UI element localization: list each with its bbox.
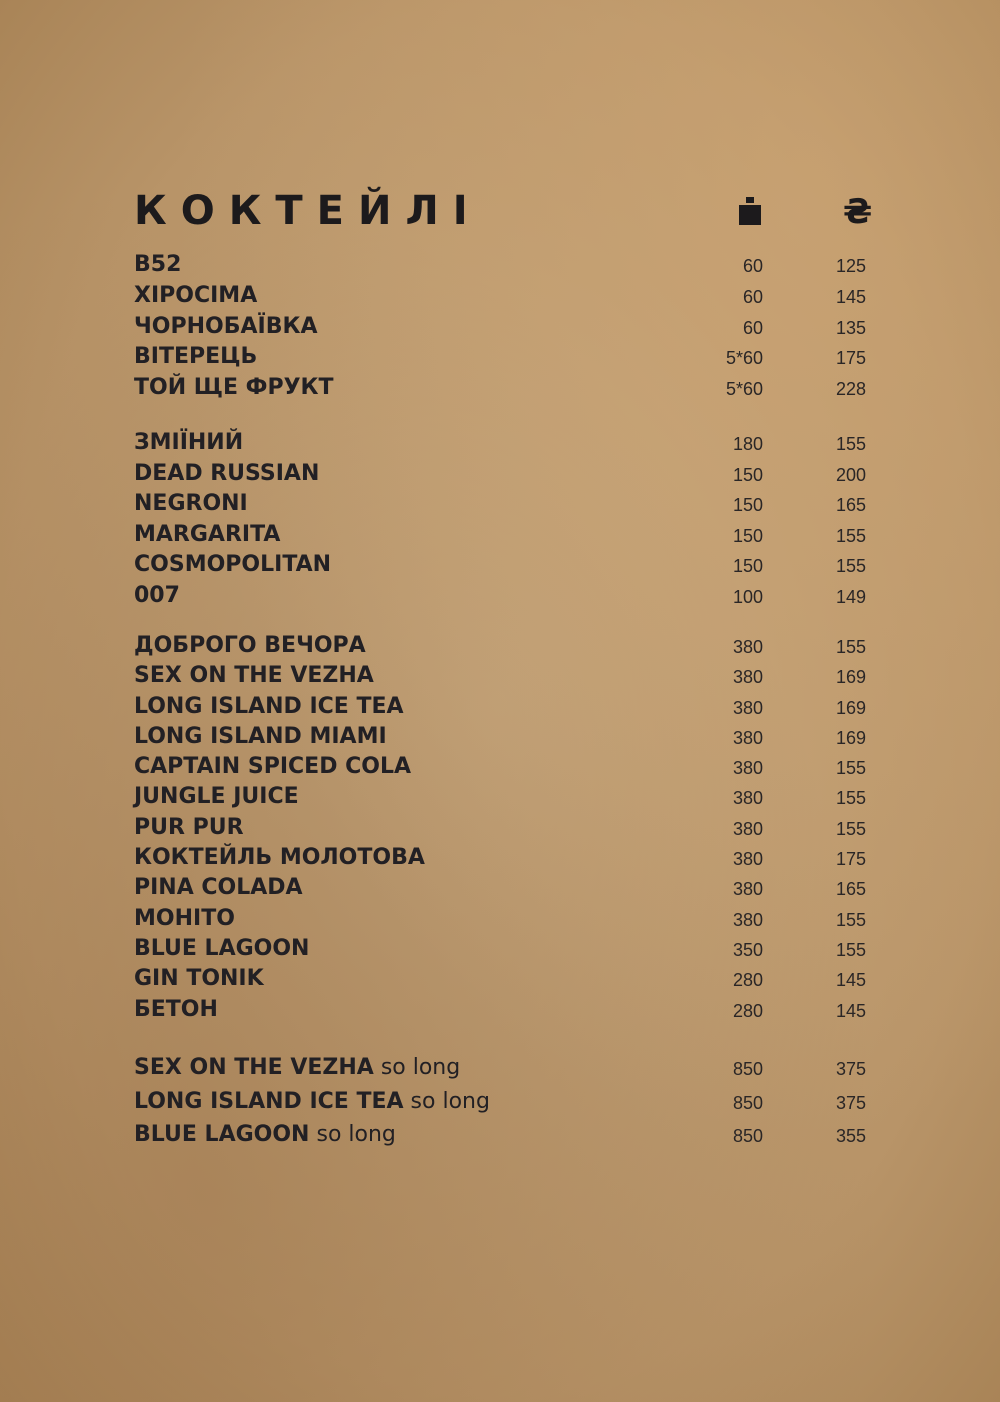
cocktail-price: 355	[835, 1126, 866, 1146]
cocktail-volume: 5*60	[725, 379, 763, 400]
cocktail-name-text: ДОБРОГО ВЕЧОРА	[134, 633, 366, 658]
menu-title: КОКТЕЙЛІ	[134, 188, 482, 234]
cocktail-volume: 380	[732, 909, 763, 930]
cocktail-name-text: SEX ON THE VEZHA	[134, 1055, 374, 1080]
menu-row	[0, 375, 1000, 406]
cocktail-price: 169	[835, 667, 866, 688]
cocktail-name-text: ВІТЕРЕЦЬ	[134, 344, 258, 370]
cocktail-name-text: 007	[134, 582, 180, 608]
menu-row	[0, 784, 1000, 814]
weight-icon	[738, 196, 762, 226]
cocktail-name-text: ТОЙ ЩЕ ФРУКТ	[134, 375, 334, 401]
cocktail-name	[134, 252, 181, 277]
cocktail-name	[134, 314, 317, 339]
cocktail-volume: 280	[732, 970, 763, 991]
cocktail-price: 155	[835, 758, 866, 779]
cocktail-name	[134, 724, 387, 749]
cocktail-size-suffix: so long	[373, 1055, 461, 1080]
cocktail-price: 175	[835, 849, 866, 870]
cocktail-name	[134, 1055, 460, 1080]
cocktail-volume: 380	[732, 788, 763, 809]
cocktail-name	[134, 491, 248, 516]
cocktail-price: 375	[835, 1092, 866, 1113]
cocktail-name	[134, 966, 264, 991]
cocktail-volume: 850	[732, 1126, 763, 1146]
cocktail-volume: 280	[732, 1000, 763, 1021]
cocktail-name	[134, 430, 243, 455]
cocktail-price: 145	[835, 1000, 866, 1021]
menu-row	[0, 1122, 1000, 1156]
cocktail-name-text: PUR PUR	[134, 814, 244, 840]
cocktail-price: 145	[835, 286, 866, 307]
cocktail-name	[134, 633, 366, 658]
cocktail-name	[134, 461, 319, 486]
menu-row	[0, 724, 1000, 754]
cocktail-volume: 380	[732, 637, 763, 657]
menu-row	[0, 754, 1000, 784]
menu-row	[0, 552, 1000, 583]
cocktail-name-text: LONG ISLAND ICE TEA	[134, 693, 404, 719]
cocktail-name	[134, 784, 299, 809]
cocktail-volume: 60	[742, 317, 763, 338]
menu-row	[0, 1055, 1000, 1089]
cocktail-name-text: БЕТОН	[134, 996, 218, 1022]
cocktail-name-text: BLUE LAGOON	[134, 935, 310, 961]
menu-row	[0, 283, 1000, 314]
cocktail-name-text: ХІРОСІМА	[134, 282, 258, 308]
cocktail-price: 165	[835, 495, 866, 516]
cocktail-name-text: NEGRONI	[134, 491, 248, 517]
cocktail-name-text: MARGARITA	[134, 521, 281, 547]
cocktail-name-text: SEX ON THE VEZHA	[134, 663, 374, 689]
menu-row	[0, 633, 1000, 663]
cocktail-price: 125	[835, 256, 866, 276]
cocktail-name-text: LONG ISLAND ICE TEA	[134, 1088, 404, 1114]
cocktail-volume: 380	[732, 818, 763, 839]
menu-row	[0, 252, 1000, 283]
cocktail-name	[134, 1122, 396, 1147]
cocktail-name-text: МОНІТО	[134, 905, 235, 931]
cocktail-name	[134, 283, 257, 308]
cocktail-price: 165	[835, 879, 866, 900]
cocktail-volume: 380	[732, 697, 763, 718]
cocktail-price: 155	[835, 818, 866, 839]
cocktail-price: 155	[835, 556, 866, 577]
cocktail-name-text: GIN TONIK	[134, 966, 264, 992]
menu-row	[0, 966, 1000, 996]
cocktail-price: 169	[835, 697, 866, 718]
cocktail-volume: 150	[732, 556, 763, 577]
menu-group-so-long	[0, 1055, 1000, 1156]
cocktail-volume: 180	[732, 434, 763, 454]
menu-row	[0, 522, 1000, 553]
cocktail-price: 200	[835, 464, 866, 485]
cocktail-volume: 380	[732, 758, 763, 779]
cocktail-name	[134, 552, 331, 577]
cocktail-name	[134, 815, 244, 840]
cocktail-size-suffix: so long	[309, 1122, 396, 1147]
cocktail-price: 155	[835, 939, 866, 960]
menu-row	[0, 583, 1000, 614]
cocktail-price: 149	[835, 586, 866, 607]
cocktail-volume: 100	[732, 586, 763, 607]
cocktail-volume: 60	[742, 256, 763, 276]
cocktail-name	[134, 997, 218, 1022]
menu-group-classics	[0, 430, 1000, 614]
cocktail-volume: 850	[732, 1059, 763, 1079]
cocktail-volume: 150	[732, 525, 763, 546]
cocktail-name-text: COSMOPOLITAN	[134, 552, 332, 578]
menu-row	[0, 815, 1000, 845]
cocktail-volume: 380	[732, 727, 763, 748]
cocktail-size-suffix: so long	[403, 1088, 490, 1114]
cocktail-name-text: ЗМІЇНИЙ	[134, 430, 244, 455]
cocktail-name	[134, 1089, 490, 1114]
cocktail-price: 169	[835, 727, 866, 748]
cocktail-name	[134, 522, 280, 547]
menu-row	[0, 430, 1000, 461]
menu-row	[0, 1089, 1000, 1123]
cocktail-volume: 380	[732, 849, 763, 870]
cocktail-name	[134, 663, 374, 688]
cocktail-price: 135	[835, 317, 866, 338]
cocktail-price: 228	[835, 379, 866, 400]
cocktail-name	[134, 754, 411, 779]
cocktail-name-text: B52	[134, 252, 182, 277]
cocktail-price: 155	[835, 788, 866, 809]
cocktail-volume: 60	[742, 286, 763, 307]
cocktail-name-text: LONG ISLAND MIAMI	[134, 723, 387, 749]
menu-row	[0, 491, 1000, 522]
cocktail-name	[134, 583, 180, 608]
cocktail-price: 375	[835, 1059, 866, 1079]
cocktail-volume: 850	[732, 1092, 763, 1113]
cocktail-name	[134, 936, 309, 961]
menu-row	[0, 906, 1000, 936]
menu-row	[0, 694, 1000, 724]
cocktail-price: 175	[835, 348, 866, 369]
cocktail-name	[134, 694, 404, 719]
cocktail-name	[134, 375, 334, 400]
cocktail-name-text: BLUE LAGOON	[134, 1122, 310, 1147]
menu-row	[0, 663, 1000, 693]
cocktail-name	[134, 906, 235, 931]
menu-row	[0, 997, 1000, 1027]
cocktail-price: 155	[835, 909, 866, 930]
cocktail-name-text: DEAD RUSSIAN	[134, 460, 320, 486]
cocktail-volume: 150	[732, 464, 763, 485]
cocktail-price: 155	[835, 637, 866, 657]
cocktail-name	[134, 344, 257, 369]
cocktail-name-text: JUNGLE JUICE	[134, 784, 299, 810]
cocktail-name-text: КОКТЕЙЛЬ МОЛОТОВА	[134, 845, 425, 871]
cocktail-name	[134, 875, 303, 900]
cocktail-price: 155	[835, 525, 866, 546]
cocktail-volume: 350	[732, 939, 763, 960]
menu-row	[0, 314, 1000, 345]
menu-row	[0, 875, 1000, 905]
cocktail-price: 155	[835, 434, 866, 454]
cocktail-volume: 150	[732, 495, 763, 516]
cocktail-volume: 380	[732, 667, 763, 688]
menu-row	[0, 936, 1000, 966]
menu-row	[0, 845, 1000, 875]
cocktail-name-text: PINA COLADA	[134, 875, 303, 901]
cocktail-volume: 380	[732, 879, 763, 900]
cocktail-name-text: CAPTAIN SPICED COLA	[134, 754, 412, 780]
menu-group-long-drinks	[0, 633, 1000, 1027]
menu-row	[0, 461, 1000, 492]
cocktail-name	[134, 845, 425, 870]
menu-row	[0, 344, 1000, 375]
currency-symbol: ₴	[843, 192, 873, 232]
cocktail-volume: 5*60	[725, 348, 763, 369]
cocktail-price: 145	[835, 970, 866, 991]
menu-group-shots	[0, 252, 1000, 406]
cocktail-name-text: ЧОРНОБАЇВКА	[134, 313, 318, 339]
